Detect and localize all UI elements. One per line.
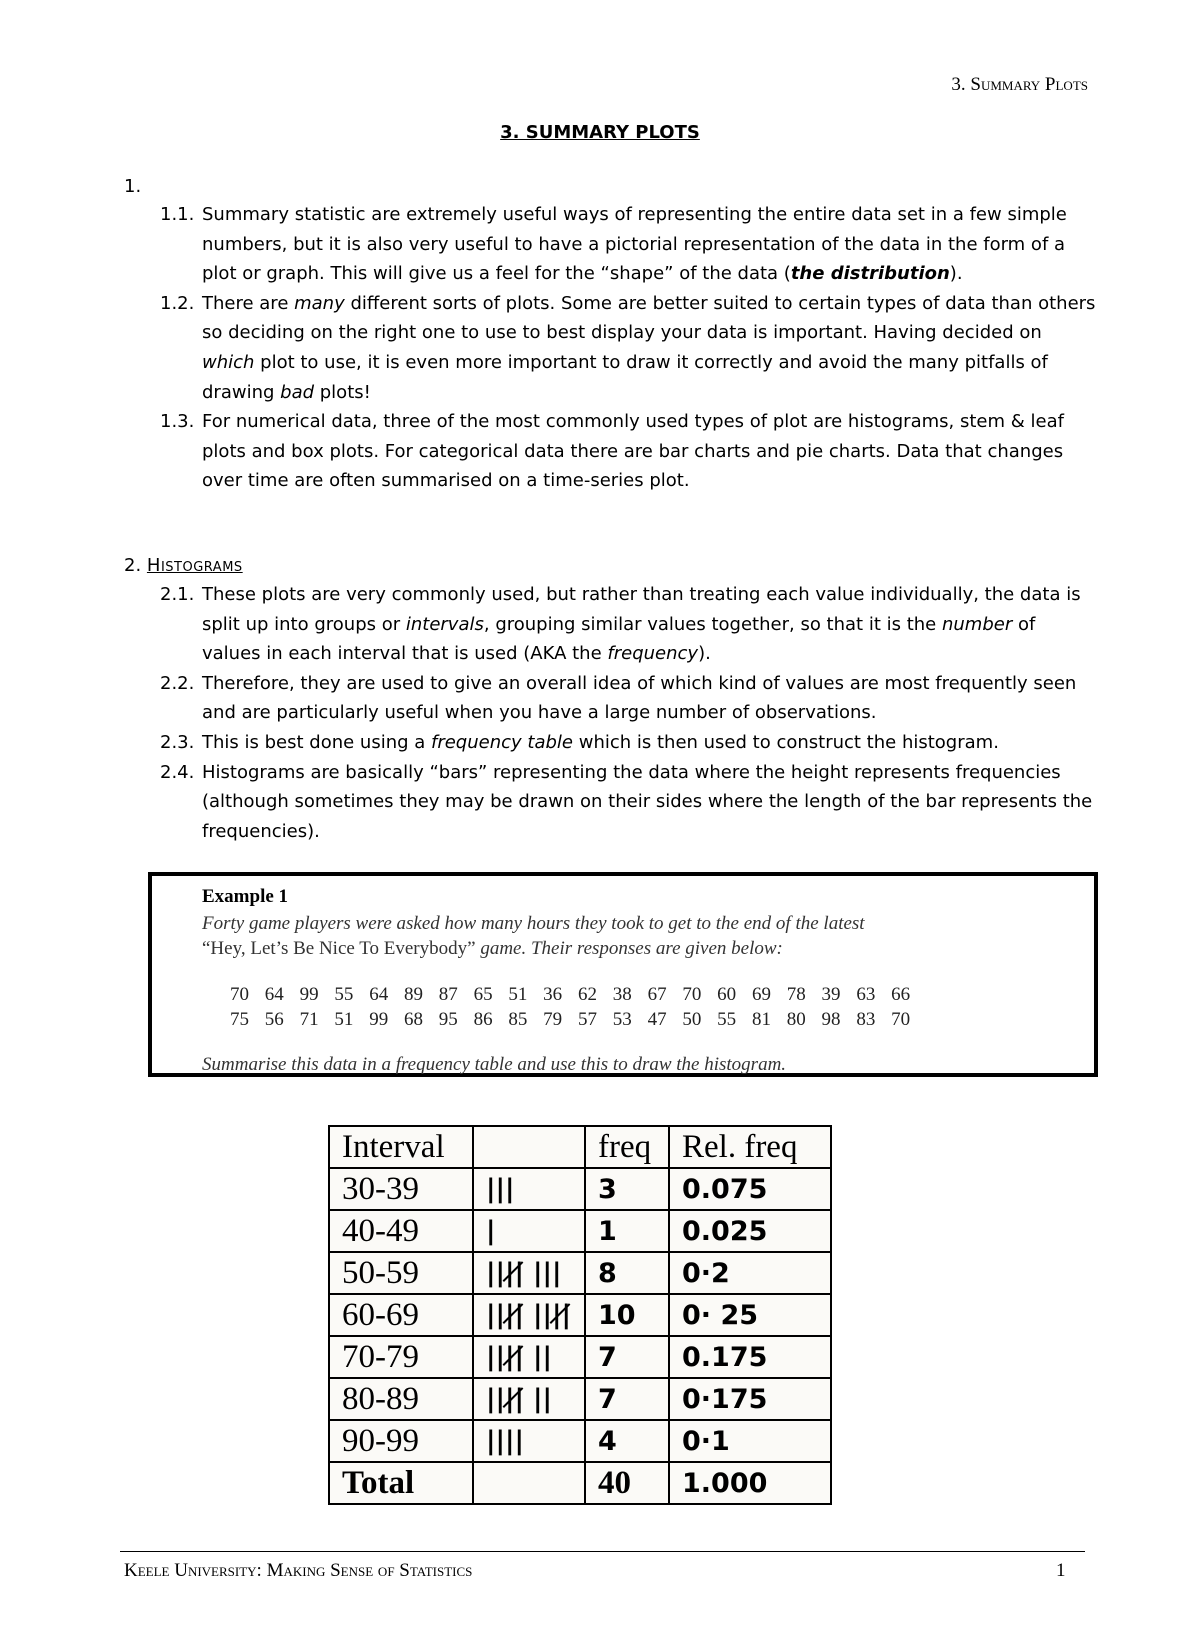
header-freq: freq — [585, 1126, 669, 1168]
section-2-heading — [124, 555, 243, 576]
item-number: 1.2. — [160, 292, 195, 314]
section-2-items — [160, 580, 1096, 846]
data-value: 56 — [264, 1009, 284, 1030]
list-item — [160, 728, 1096, 758]
freq-cell: 7 — [585, 1336, 669, 1378]
data-row-2 — [230, 1009, 926, 1031]
freq-cell: 4 — [585, 1420, 669, 1462]
item-text — [202, 580, 1096, 669]
data-value: 81 — [751, 1009, 771, 1030]
text-run: plots! — [314, 381, 371, 403]
text-run: Summary statistic are extremely useful ways of representing the entire data set in a few simple numbers, but it is also very useful to have a pictorial representation of the data in the form of a plot or graph. This will give us a feel for the “shape” of the data ( — [202, 204, 1067, 285]
text-run: , grouping similar values together, so that it is the — [483, 613, 942, 635]
data-value: 78 — [786, 984, 806, 1005]
freq-cell: 7 — [585, 1378, 669, 1420]
example-line-1: Forty game players were asked how many hours they took to get to the end of the latest — [202, 913, 865, 934]
data-value: 70 — [230, 984, 249, 1005]
data-value: 99 — [369, 1009, 389, 1030]
page-title: 3. SUMMARY PLOTS — [500, 122, 700, 143]
text-run: which — [202, 351, 255, 373]
header-rel-freq: Rel. freq — [669, 1126, 831, 1168]
data-value: 53 — [612, 1009, 632, 1030]
data-value: 64 — [369, 984, 389, 1005]
section-2-title: Histograms — [146, 555, 243, 576]
data-value: 99 — [299, 984, 319, 1005]
tally-cell: ||||̸ ||||̸ — [473, 1294, 585, 1336]
item-text — [202, 728, 1096, 758]
data-value: 51 — [508, 984, 528, 1005]
data-value: 69 — [751, 984, 771, 1005]
header-tally — [473, 1126, 585, 1168]
text-run: number — [941, 613, 1013, 635]
data-value: 80 — [786, 1009, 806, 1030]
data-value: 36 — [543, 984, 563, 1005]
text-run: which is then used to construct the histogram. — [573, 731, 999, 753]
data-value: 75 — [230, 1009, 249, 1030]
interval-cell: 60-69 — [329, 1294, 473, 1336]
item-number: 1.3. — [160, 411, 195, 433]
tally-cell: ||| — [473, 1168, 585, 1210]
freq-cell: 1 — [585, 1210, 669, 1252]
freq-cell: 10 — [585, 1294, 669, 1336]
data-value: 39 — [821, 984, 841, 1005]
total-label: Total — [329, 1462, 473, 1504]
rel-freq-cell: 0.175 — [669, 1336, 831, 1378]
game-title: “Hey, Let’s Be Nice To Everybody” — [202, 938, 476, 959]
data-row-1 — [230, 984, 926, 1006]
tally-cell: ||||̸ ||| — [473, 1252, 585, 1294]
interval-cell: 40-49 — [329, 1210, 473, 1252]
list-item — [160, 669, 1096, 728]
table-row — [329, 1168, 831, 1210]
section-1-number: 1. — [124, 176, 142, 197]
data-value: 83 — [856, 1009, 876, 1030]
text-run: the distribution — [790, 263, 950, 285]
text-run: These plots are very commonly used, but rather than treating each value individually, the data is split up into groups or — [202, 584, 1081, 635]
tally-cell: | — [473, 1210, 585, 1252]
table-row — [329, 1210, 831, 1252]
data-value: 60 — [717, 984, 737, 1005]
text-run: different sorts of plots. Some are better suited to certain types of data than others so deciding on the right one to use to best display your data is important. Having decided on — [202, 292, 1096, 344]
rel-freq-cell: 0.075 — [669, 1168, 831, 1210]
interval-cell: 50-59 — [329, 1252, 473, 1294]
freq-cell: 8 — [585, 1252, 669, 1294]
data-value: 85 — [508, 1009, 528, 1030]
table-row — [329, 1420, 831, 1462]
example-line-2 — [202, 938, 783, 960]
data-value: 55 — [334, 984, 354, 1005]
rel-freq-cell: 0·1 — [669, 1420, 831, 1462]
text-run: frequency — [607, 643, 699, 665]
data-value: 50 — [682, 1009, 702, 1030]
data-value: 57 — [577, 1009, 597, 1030]
data-value: 79 — [543, 1009, 563, 1030]
text-run: frequency table — [431, 731, 573, 753]
text-run: bad — [280, 381, 315, 403]
data-value: 65 — [473, 984, 493, 1005]
interval-cell: 80-89 — [329, 1378, 473, 1420]
table-row — [329, 1378, 831, 1420]
table-row — [329, 1252, 831, 1294]
item-number: 2.3. — [160, 731, 195, 753]
item-number: 1.1. — [160, 204, 195, 225]
data-value: 86 — [473, 1009, 493, 1030]
data-value: 38 — [612, 984, 632, 1005]
example-line-2-rest: game. Their responses are given below: — [475, 938, 783, 959]
example-box — [148, 872, 1098, 1077]
table-header-row — [329, 1126, 831, 1168]
item-text — [202, 289, 1096, 407]
list-item — [160, 580, 1096, 669]
tally-cell: ||||̸ || — [473, 1378, 585, 1420]
text-run: ). — [698, 643, 711, 665]
table-total-row — [329, 1462, 831, 1504]
item-number: 2.4. — [160, 761, 195, 783]
header-interval: Interval — [329, 1126, 473, 1168]
text-run: This is best done using a — [202, 731, 431, 753]
page-number: 1 — [1056, 1560, 1066, 1581]
list-item — [160, 200, 1096, 289]
rel-freq-cell: 0·175 — [669, 1378, 831, 1420]
rel-freq-cell: 0·2 — [669, 1252, 831, 1294]
item-text — [202, 669, 1096, 728]
text-run: plot to use, it is even more important to draw it correctly and avoid the many pitfalls of drawing — [202, 351, 1048, 403]
interval-cell: 30-39 — [329, 1168, 473, 1210]
running-head: 3. Summary Plots — [951, 74, 1088, 95]
list-item — [160, 289, 1096, 407]
footer-text: Keele University: Making Sense of Statistics — [124, 1560, 473, 1581]
tally-cell: ||||̸ || — [473, 1336, 585, 1378]
list-item — [160, 758, 1096, 847]
data-value: 66 — [891, 984, 911, 1005]
data-value: 64 — [264, 984, 284, 1005]
text-run: of values in each interval that is used (AKA the — [202, 613, 1036, 665]
data-value: 95 — [438, 1009, 458, 1030]
data-value: 70 — [682, 984, 702, 1005]
data-value: 89 — [403, 984, 423, 1005]
rel-freq-cell: 0· 25 — [669, 1294, 831, 1336]
footer-divider — [120, 1551, 1085, 1552]
total-rel-freq: 1.000 — [669, 1462, 831, 1504]
text-run: Histograms are basically “bars” representing the data where the height represents frequencies (although sometimes they may be drawn on their sides where the length of the bar represents the frequencies). — [202, 761, 1093, 842]
item-text — [202, 200, 1096, 289]
total-freq: 40 — [585, 1462, 669, 1504]
data-value: 47 — [647, 1009, 667, 1030]
frequency-table — [328, 1125, 832, 1505]
item-text — [202, 758, 1096, 847]
text-run: There are — [202, 292, 295, 314]
section-1-items — [160, 200, 1096, 496]
data-value: 68 — [403, 1009, 423, 1030]
data-value: 87 — [438, 984, 458, 1005]
text-run: many — [294, 292, 345, 314]
data-value: 55 — [717, 1009, 737, 1030]
freq-cell: 3 — [585, 1168, 669, 1210]
total-tally — [473, 1462, 585, 1504]
item-text — [202, 407, 1096, 496]
text-run: For numerical data, three of the most commonly used types of plot are histograms, stem & leaf plots and box plots. For categorical data there are bar charts and pie charts. Data that changes over time are often summarised on a time-series plot. — [202, 411, 1064, 492]
tally-cell: |||| — [473, 1420, 585, 1462]
data-value: 62 — [577, 984, 597, 1005]
data-value: 70 — [891, 1009, 911, 1030]
example-instruction: Summarise this data in a frequency table and use this to draw the histogram. — [202, 1054, 787, 1075]
data-value: 71 — [299, 1009, 319, 1030]
list-item — [160, 407, 1096, 496]
table-row — [329, 1294, 831, 1336]
interval-cell: 70-79 — [329, 1336, 473, 1378]
rel-freq-cell: 0.025 — [669, 1210, 831, 1252]
data-value: 63 — [856, 984, 876, 1005]
text-run: Therefore, they are used to give an overall idea of which kind of values are most frequently seen and are particularly useful when you have a large number of observations. — [202, 672, 1077, 724]
data-value: 98 — [821, 1009, 841, 1030]
text-run: intervals — [405, 613, 484, 635]
item-number: 2.2. — [160, 672, 195, 694]
example-heading: Example 1 — [202, 886, 289, 907]
data-value: 51 — [334, 1009, 354, 1030]
data-value: 67 — [647, 984, 667, 1005]
text-run: ). — [949, 263, 963, 285]
table-row — [329, 1336, 831, 1378]
section-2-number: 2. — [124, 555, 142, 576]
item-number: 2.1. — [160, 584, 195, 605]
interval-cell: 90-99 — [329, 1420, 473, 1462]
